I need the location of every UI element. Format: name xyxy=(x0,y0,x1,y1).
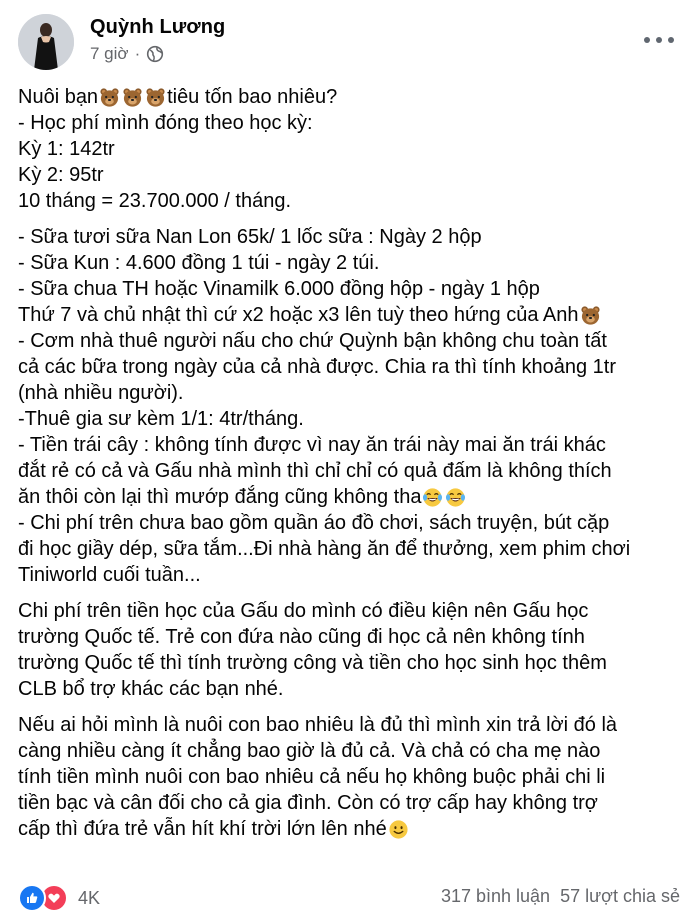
text-line: Nếu ai hỏi mình là nuôi con bao nhiêu là đủ thì mình xin trả lời đó là xyxy=(18,714,618,736)
bear-face-emoji xyxy=(99,87,120,108)
comment-count-link[interactable]: 317 bình luận xyxy=(440,886,551,906)
text-line: - Sữa tươi sữa Nan Lon 65k/ 1 lốc sữa : Ngày 2 hộp xyxy=(18,226,482,248)
post-footer xyxy=(18,880,682,912)
author-name[interactable]: Quỳnh Lương xyxy=(90,16,226,38)
text-line: - Học phí mình đóng theo học kỳ: xyxy=(18,112,313,134)
text-line: ăn thôi còn lại thì mướp đắng cũng không tha xyxy=(18,484,690,510)
post-meta xyxy=(90,44,164,64)
text-line: - Cơm nhà thuê người nấu cho chứ Quỳnh bận không chu toàn tất xyxy=(18,330,607,352)
text-line: Kỳ 2: 95tr xyxy=(18,164,104,186)
text-line: đi học giầy dép, sữa tắm...Đi nhà hàng ăn để thưởng, xem phim chơi xyxy=(18,538,631,560)
more-options-button[interactable] xyxy=(644,30,674,50)
text-line: - Chi phí trên chưa bao gồm quần áo đồ chơi, sách truyện, bút cặp xyxy=(18,512,610,534)
tears-of-joy-emoji xyxy=(422,487,443,508)
post-header xyxy=(18,12,682,74)
text-line: cả các bữa trong ngày của cả nhà được. Chia ra thì tính khoảng 1tr xyxy=(18,356,617,378)
text-line: - Tiền trái cây : không tính được vì nay ăn trái này mai ăn trái khác xyxy=(18,434,606,456)
more-horizontal-icon xyxy=(644,37,650,43)
meta-separator: · xyxy=(134,44,141,63)
text-line: - Sữa Kun : 4.600 đồng 1 túi - ngày 2 túi. xyxy=(18,252,380,274)
text-line: Thứ 7 và chủ nhật thì cứ x2 hoặc x3 lên tuỳ theo hứng của Anh xyxy=(18,302,690,328)
share-count-link[interactable]: 57 lượt chia sẻ xyxy=(560,886,680,906)
text-line: cấp thì đứa trẻ vẫn hít khí trời lớn lên nhé xyxy=(18,816,690,842)
text-line: 10 tháng = 23.700.000 / tháng. xyxy=(18,190,292,212)
text-line: Nuôi bạn tiêu tốn bao nhiêu? xyxy=(18,86,338,108)
bear-face-emoji xyxy=(145,87,166,108)
engagement-stats xyxy=(441,886,680,907)
bear-face-emoji xyxy=(580,305,601,326)
post-text xyxy=(18,84,690,842)
text-line: Tiniworld cuối tuần... xyxy=(18,564,201,586)
text-line: càng nhiều càng ít chẳng bao giờ là đủ cả. Và chả có cha mẹ nào xyxy=(18,740,601,762)
slightly-smiling-face-emoji xyxy=(388,819,409,840)
bear-face-emoji xyxy=(122,87,143,108)
text-line: trường Quốc tế thì tính trường công và tiền cho học sinh học thêm xyxy=(18,652,607,674)
text-line: CLB bổ trợ khác các bạn nhé. xyxy=(18,678,284,700)
reaction-count: 4K xyxy=(78,887,101,908)
post-time[interactable]: 7 giờ xyxy=(90,44,129,63)
text-line: tiền bạc và cân đối cho cả gia đình. Còn có trợ cấp hay không trợ xyxy=(18,792,598,814)
text-line: đắt rẻ có cả và Gấu nhà mình thì chỉ chỉ có quả đấm là không thích xyxy=(18,460,612,482)
text-line: Kỳ 1: 142tr xyxy=(18,138,115,160)
text-line: tính tiền mình nuôi con bao nhiêu cả nếu họ không buộc phải chi li xyxy=(18,766,606,788)
like-icon xyxy=(18,884,46,912)
reactions-summary[interactable] xyxy=(18,884,100,912)
text-line: trường Quốc tế. Trẻ con đứa nào cũng đi học cả nên không tính xyxy=(18,626,585,648)
text-line: Chi phí trên tiền học của Gấu do mình có điều kiện nên Gấu học xyxy=(18,600,589,622)
globe-icon[interactable] xyxy=(146,45,164,63)
text-line: -Thuê gia sư kèm 1/1: 4tr/tháng. xyxy=(18,408,304,430)
text-line: (nhà nhiều người). xyxy=(18,382,184,404)
avatar[interactable] xyxy=(18,14,74,70)
tears-of-joy-emoji xyxy=(445,487,466,508)
text-line: - Sữa chua TH hoặc Vinamilk 6.000 đồng hộp - ngày 1 hộp xyxy=(18,278,540,300)
